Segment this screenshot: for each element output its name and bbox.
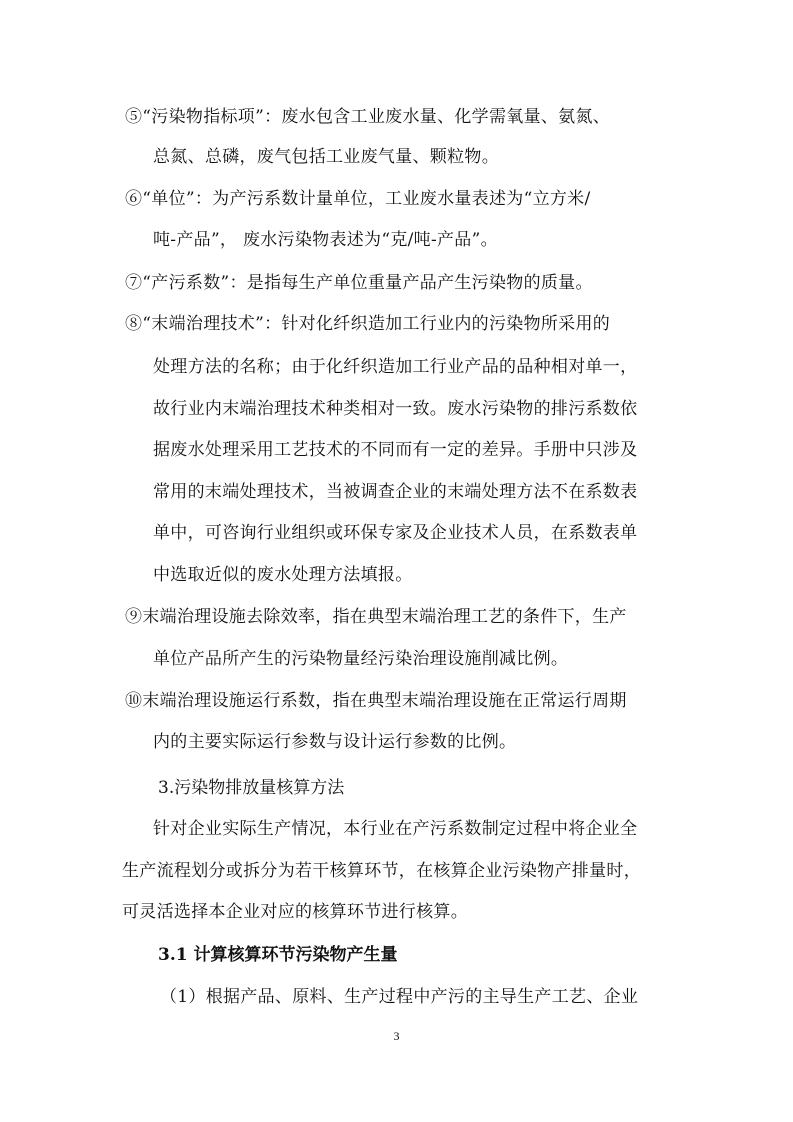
- item-9-line-1: ⑨末端治理设施去除效率，指在典型末端治理工艺的条件下，生产: [125, 607, 627, 627]
- item-8-line-1: ⑧“末端治理技术”：针对化纤织造加工行业内的污染物所采用的: [125, 314, 611, 334]
- section-3-1-heading: 3.1 计算核算环节污染物产生量: [158, 945, 398, 965]
- item-8-line-2: 处理方法的名称；由于化纤织造加工行业产品的品种相对单一，: [153, 357, 638, 377]
- page-number: 3: [393, 1029, 400, 1043]
- item-6-line-2: 吨-产品”， 废水污染物表述为“克/吨-产品”。: [153, 230, 498, 250]
- item-8-line-3: 故行业内末端治理技术种类相对一致。废水污染物的排污系数依: [153, 399, 638, 419]
- item-10-line-1: ⑩末端治理设施运行系数，指在典型末端治理设施在正常运行周期: [125, 691, 627, 711]
- section-3-1-para-line-1: （1）根据产品、原料、生产过程中产污的主导生产工艺、企业: [160, 987, 639, 1007]
- section-3-para-line-3: 可灵活选择本企业对应的核算环节进行核算。: [122, 902, 468, 922]
- item-8-line-5: 常用的末端处理技术，当被调查企业的末端处理方法不在系数表: [153, 482, 638, 502]
- item-8-line-7: 中选取近似的废水处理方法填报。: [153, 565, 413, 585]
- item-9-line-2: 单位产品所产生的污染物量经污染治理设施削减比例。: [153, 649, 569, 669]
- item-5-line-1: ⑤“污染物指标项”：废水包含工业废水量、化学需氧量、氨氮、: [125, 107, 611, 127]
- section-3-para-line-2: 生产流程划分或拆分为若干核算环节，在核算企业污染物产排量时，: [122, 861, 641, 881]
- item-8-line-4: 据废水处理采用工艺技术的不同而有一定的差异。手册中只涉及: [153, 440, 638, 460]
- item-7-line-1: ⑦“产污系数”：是指每生产单位重量产品产生污染物的质量。: [125, 273, 593, 293]
- item-8-line-6: 单中，可咨询行业组织或环保专家及企业技术人员，在系数表单: [153, 523, 638, 543]
- section-3-para-line-1: 针对企业实际生产情况，本行业在产污系数制定过程中将企业全: [153, 819, 638, 839]
- item-5-line-2: 总氮、总磷，废气包括工业废气量、颗粒物。: [153, 147, 499, 167]
- item-10-line-2: 内的主要实际运行参数与设计运行参数的比例。: [153, 732, 517, 752]
- section-3-heading: 3.污染物排放量核算方法: [158, 778, 345, 798]
- item-6-line-1: ⑥“单位”：为产污系数计量单位，工业废水量表述为“立方米/: [125, 189, 591, 209]
